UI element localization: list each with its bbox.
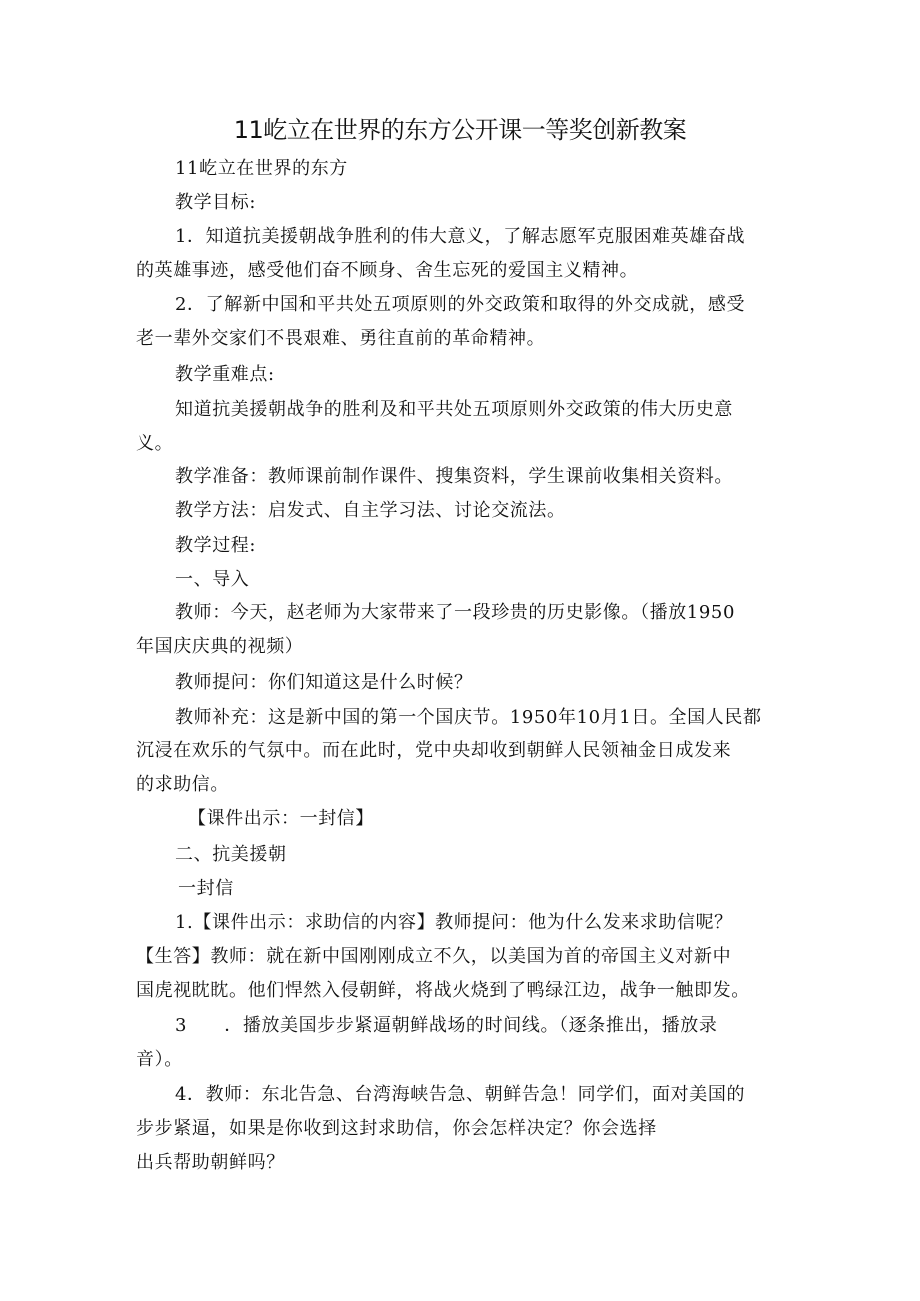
- step-1-line-2: 【生答】教师：就在新中国刚刚成立不久，以美国为首的帝国主义对新中: [136, 946, 732, 967]
- key-points-line-2: 义。: [136, 433, 174, 454]
- method-line: 教学方法：启发式、自主学习法、讨论交流法。: [175, 500, 566, 521]
- document-title: 11屹立在世界的东方公开课一等奖创新教案: [233, 116, 687, 144]
- preparation-line: 教学准备：教师课前制作课件、搜集资料，学生课前收集相关资料。: [175, 466, 733, 487]
- section-label-objectives: 教学目标:: [175, 192, 257, 213]
- intro-line-2: 年国庆庆典的视频）: [136, 636, 304, 657]
- teacher-supplement-line-3: 的求助信。: [136, 774, 229, 795]
- intro-line-1: 教师：今天，赵老师为大家带来了一段珍贵的历史影像。（播放1950: [175, 602, 736, 623]
- courseware-letter: 【课件出示：一封信】: [188, 808, 374, 829]
- step-4-line-2: 步步紧逼，如果是你收到这封求助信，你会怎样决定？你会选择: [136, 1118, 657, 1139]
- heading-resist-aggression: 二、抗美援朝: [175, 844, 287, 865]
- teacher-question-line: 教师提问：你们知道这是什么时候？: [175, 672, 473, 693]
- teacher-supplement-line-2: 沉浸在欢乐的气氛中。而在此时，党中央却收到朝鲜人民领袖金日成发来: [136, 740, 732, 761]
- step-4-line-3: 出兵帮助朝鲜吗？: [136, 1152, 285, 1173]
- objective-2-line-1: 2．了解新中国和平共处五项原则的外交政策和取得的外交成就，感受: [175, 294, 746, 315]
- section-label-process: 教学过程:: [175, 535, 257, 556]
- step-3-line-1: 3 ．播放美国步步紧逼朝鲜战场的时间线。（逐条推出，播放录: [175, 1015, 718, 1036]
- subheading-letter: 一封信: [178, 878, 234, 899]
- step-4-line-1: 4．教师：东北告急、台湾海峡告急、朝鲜告急！同学们，面对美国的: [175, 1084, 746, 1105]
- step-3-line-2: 音）。: [136, 1049, 183, 1070]
- step-1-line-3: 国虎视眈眈。他们悍然入侵朝鲜，将战火烧到了鸭绿江边，战争一触即发。: [136, 980, 750, 1001]
- teacher-supplement-line-1: 教师补充：这是新中国的第一个国庆节。1950年10月1日。全国人民都: [175, 707, 762, 728]
- section-label-key-points: 教学重难点:: [175, 364, 275, 385]
- objective-1-line-1: 1．知道抗美援朝战争胜利的伟大意义，了解志愿军克服困难英雄奋战: [175, 226, 746, 247]
- key-points-line-1: 知道抗美援朝战争的胜利及和平共处五项原则外交政策的伟大历史意: [175, 399, 733, 420]
- objective-2-line-2: 老一辈外交家们不畏艰难、勇往直前的革命精神。: [136, 328, 546, 349]
- lesson-heading: 11屹立在世界的东方: [175, 158, 348, 179]
- heading-intro: 一、导入: [175, 569, 250, 590]
- objective-1-line-2: 的英雄事迹，感受他们奋不顾身、舍生忘死的爱国主义精神。: [136, 260, 639, 281]
- step-1-line-1: 1.【课件出示：求助信的内容】教师提问：他为什么发来求助信呢？: [175, 912, 733, 933]
